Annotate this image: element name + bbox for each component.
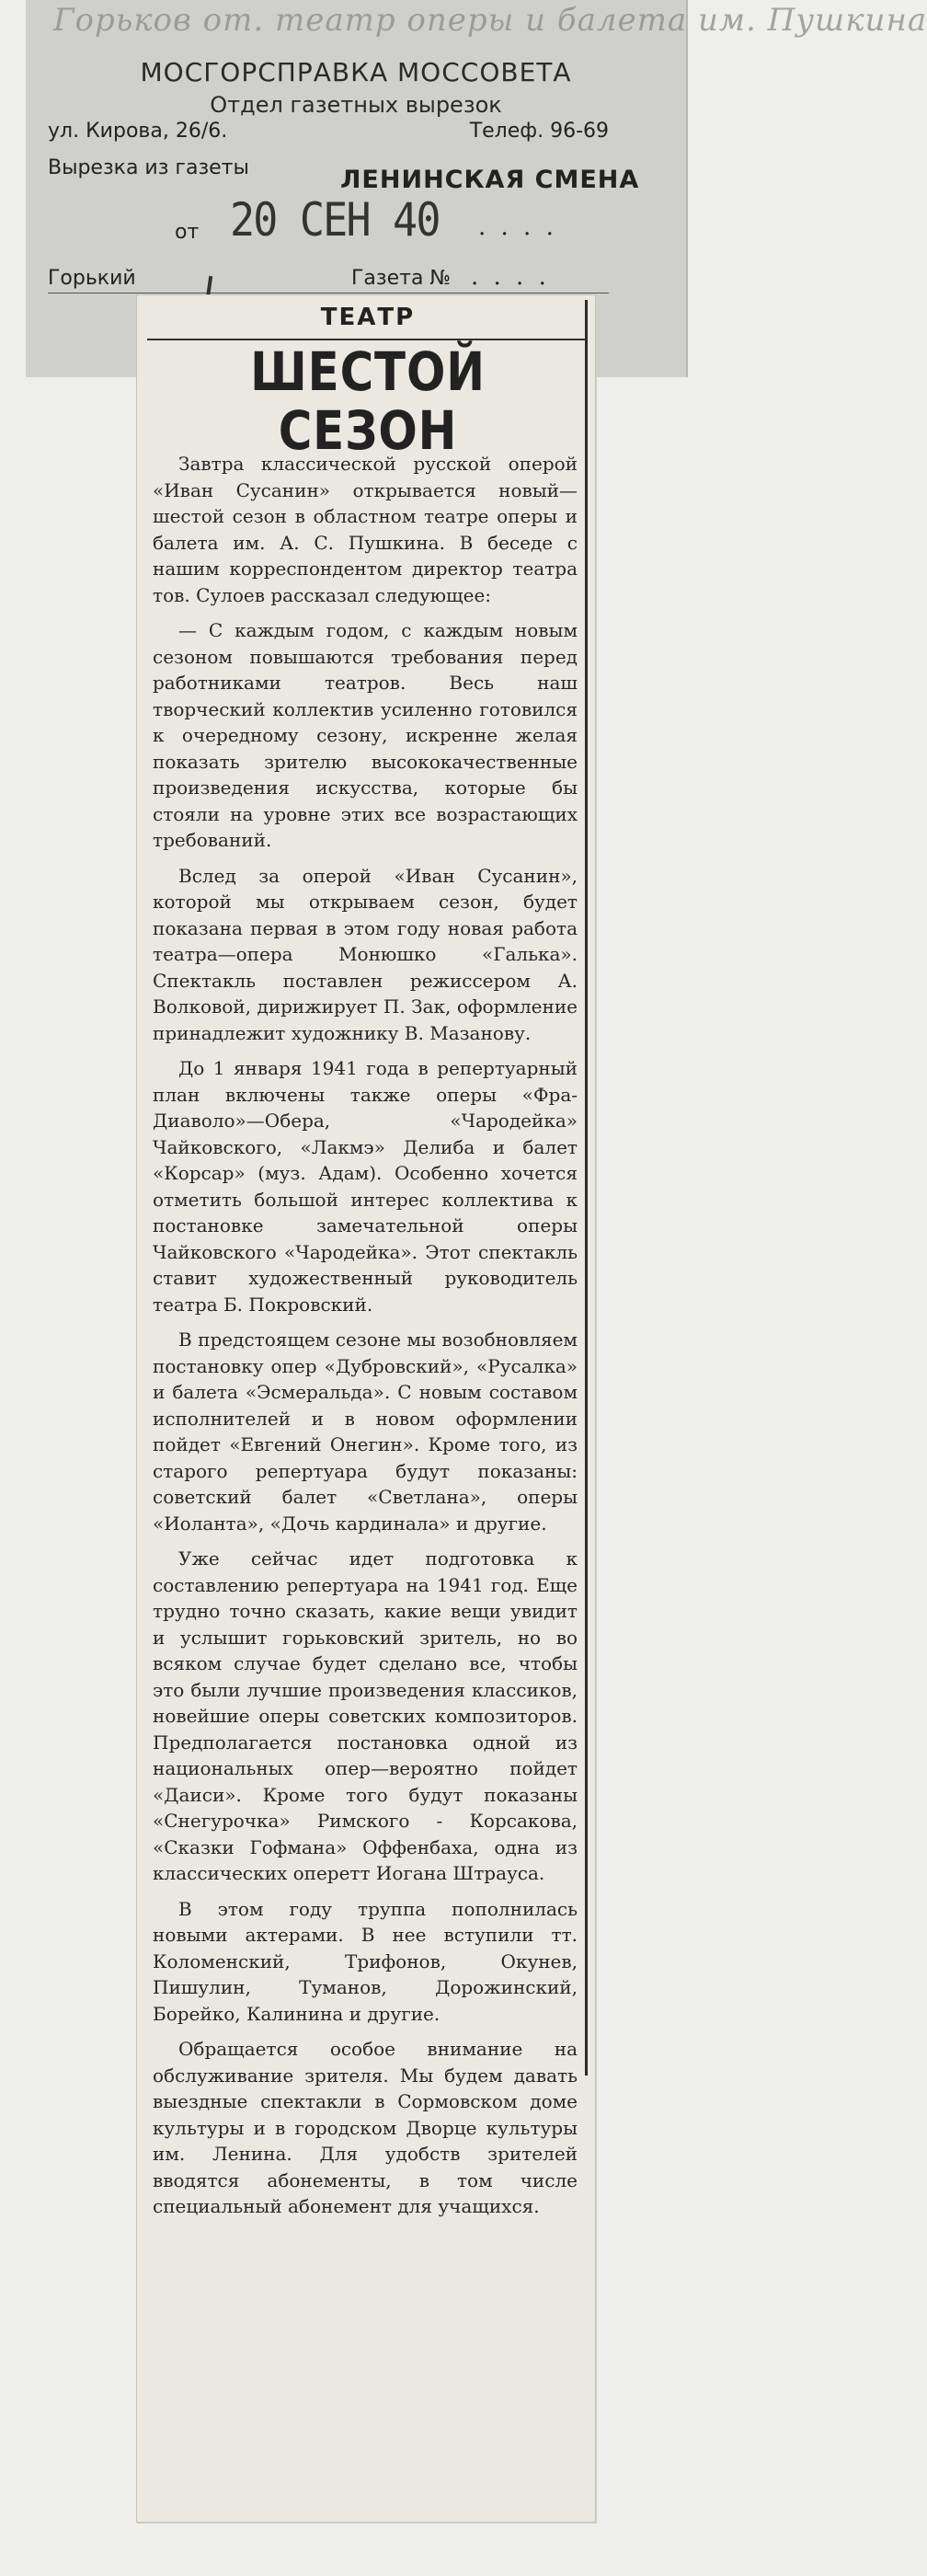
gazette-number-label: Газета № bbox=[351, 267, 452, 290]
article-paragraph: До 1 января 1941 года в репертуарный план включены также оперы «Фра-Диаволо»—Обера, «Чародейка» Чайковского, «Лакмэ» Делиба и балет «Корсар» (муз. Адам). Особенно хочется отметить большой интерес коллектива к постановке замечательной оперы Чайковского «Чародейка». Этот спектакль ставит художественный руководитель театра Б. Покровский. bbox=[153, 1057, 578, 1316]
article-paragraph: Вслед за оперой «Иван Сусанин», которой мы открываем сезон, будет показана первая в этом году новая работа театра—опера Монюшко «Галька». Спектакль поставлен режиссером А. Волковой, дирижирует П. Зак, оформление принадлежит художнику В. Мазанову. bbox=[153, 864, 578, 1044]
gazette-dots: . . . . bbox=[471, 263, 550, 291]
headline-line-1: ШЕСТОЙ bbox=[250, 340, 486, 403]
article-paragraph: Завтра классической русской оперой «Иван Сусанин» открывается новый—шестой сезон в областном театре оперы и балета им. А. С. Пушкина. В беседе с нашим корреспондентом директор театра тов. Сулоев рассказал следующее: bbox=[153, 453, 578, 606]
agency-department: Отдел газетных вырезок bbox=[210, 92, 502, 118]
clipping-label: Вырезка из газеты bbox=[48, 156, 249, 179]
rubric: ТЕАТР bbox=[320, 304, 416, 331]
article-paragraph: В предстоящем сезоне мы возобновляем постановку опер «Дубровский», «Русалка» и балета «Эсмеральда». С новым составом исполнителей и в новом оформлении пойдет «Евгений Онегин». Кроме того, из старого репертуара будут показаны: советский балет «Светлана», оперы «Иоланта», «Дочь кардинала» и другие. bbox=[153, 1328, 578, 1535]
agency-phone: Телеф. 96-69 bbox=[469, 120, 609, 143]
newspaper-name: ЛЕНИНСКАЯ СМЕНА bbox=[340, 166, 640, 194]
article-paragraph: Обращается особое внимание на обслуживание зрителя. Мы будем давать выездные спектакли в Сормовском доме культуры и в городском Дворце культуры им. Ленина. Для удобств зрителей вводятся абонементы, в том числе специальный абонемент для учащихся. bbox=[153, 2038, 578, 2217]
handwritten-note: Горьков от. театр оперы и балета им. Пушкина bbox=[53, 2, 927, 39]
article-paragraph: В этом году труппа пополнилась новыми актерами. В нее вступили тт. Коломенский, Трифонов, Окунев, Пишулин, Туманов, Дорожинский, Борейко, Калинина и другие. bbox=[153, 1897, 578, 2025]
city-row bbox=[48, 263, 609, 296]
column-rule bbox=[585, 300, 588, 2076]
article-paragraph: — С каждым годом, с каждым новым сезоном повышаются требования перед работниками театров. Весь наш творческий коллектив усиленно готовился к очередному сезону, искренне желая показать зрителю высококачественные произведения искусства, которые бы стояли на уровне этих все возрастающих требований. bbox=[153, 619, 578, 851]
headline-line-2: СЕЗОН bbox=[278, 399, 458, 462]
date-stamp: 20 СЕН 40 bbox=[230, 193, 440, 247]
article-body bbox=[153, 451, 578, 2229]
agency-name: МОСГОРСПРАВКА МОССОВЕТА bbox=[140, 57, 572, 87]
from-label: от bbox=[175, 221, 200, 244]
city-label: Горький bbox=[48, 267, 136, 290]
article-paragraph: Уже сейчас идет подготовка к составлению репертуара на 1941 год. Еще трудно точно сказать, какие вещи увидит и услышит горьковский зритель, но во всяком случае будет сделано все, чтобы это были лучшие произведения классиков, новейшие оперы советских композиторов. Предполагается постановка одной из национальных опер—вероятно пойдет «Даиси». Кроме того будут показаны «Снегурочка» Римского - Корсакова, «Сказки Гофмана» Оффенбаха, одна из классических оперетт Иогана Штрауса. bbox=[153, 1547, 578, 1884]
headline bbox=[201, 342, 533, 460]
agency-address: ул. Кирова, 26/6. bbox=[48, 120, 228, 143]
date-dots: . . . . bbox=[478, 213, 557, 241]
address-row bbox=[48, 120, 609, 153]
